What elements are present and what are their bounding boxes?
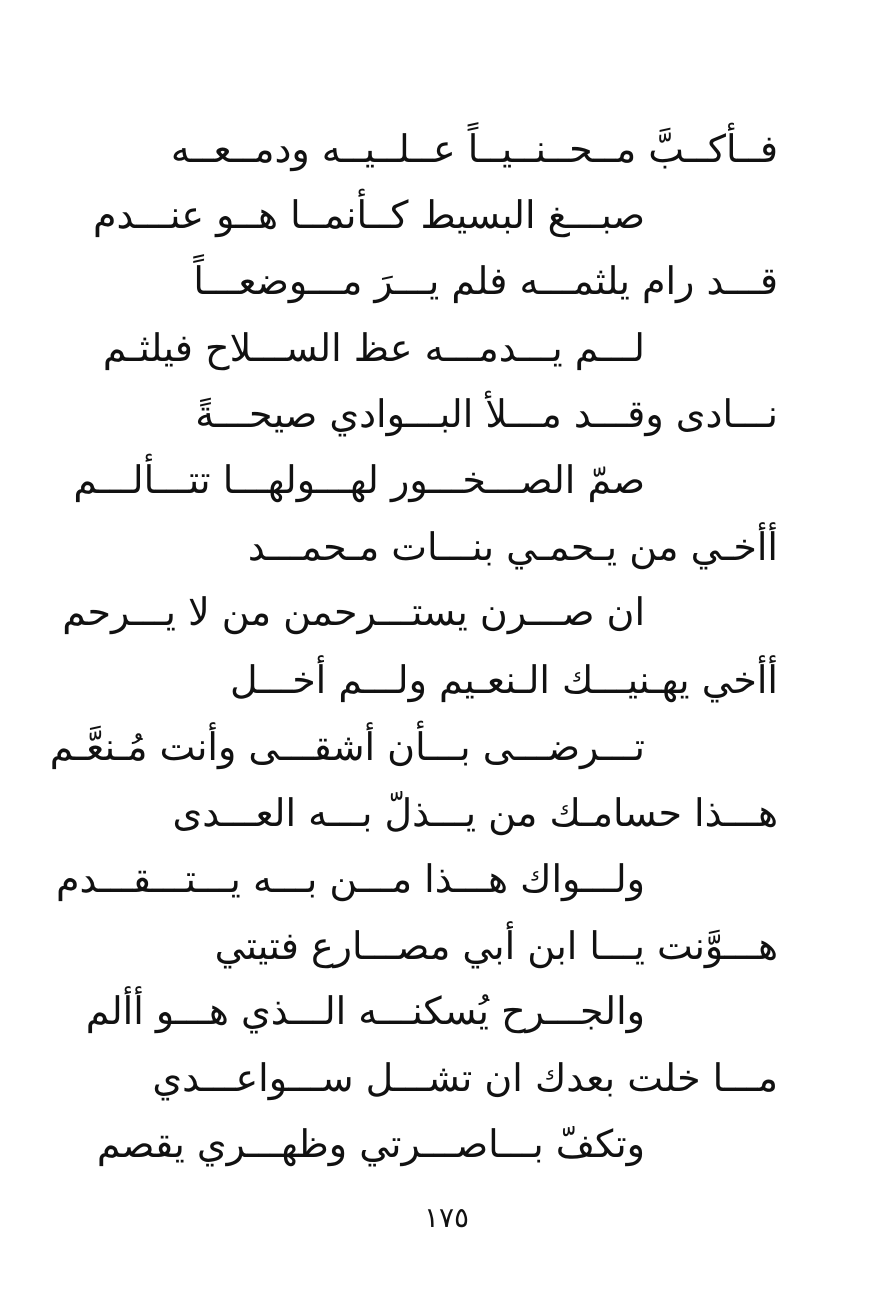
verse-line: ولـــواك هـــذا مـــن بـــه يـــتـــقـــدم	[55, 857, 645, 901]
verse-line: فــأكــبَّ مــحــنــيــاً عــلــيــه ودمــعــه	[170, 127, 778, 171]
verse-line: نـــادى وقـــد مـــلأ البـــوادي صيحـــةً	[195, 392, 778, 436]
verse-line: قـــد رام يلثمـــه فلم يـــرَ مـــوضعـــاً	[193, 259, 778, 303]
verse-line: والجـــرح يُسكنـــه الـــذي هـــو أألم	[85, 989, 645, 1033]
page-number: ١٧٥	[423, 1201, 470, 1234]
verse-line: أأخي يهـنيـــك الـنعـيم ولـــم أخـــل	[230, 658, 778, 702]
verse-line: هـــذا حسامـك من يـــذلّ بـــه العـــدى	[172, 791, 778, 835]
verse-line: أأخـي من يـحمـي بنـــات مـحمـــد	[247, 525, 778, 569]
verse-line: صبـــغ البسيط كــأنمــا هــو عنـــدم	[93, 193, 645, 237]
verse-line: وتكفّ بـــاصـــرتي وظهـــري يقصم	[96, 1122, 645, 1166]
verse-line: مـــا خلت بعدك ان تشـــل ســـواعـــدي	[152, 1056, 778, 1100]
verse-line: لـــم يـــدمـــه عظ الســـلاح فيلثـم	[102, 326, 645, 370]
verse-line: تـــرضـــى بـــأن أشقـــى وأنت مُـنعَّـم	[49, 725, 645, 769]
verse-line: هـــوَّنت يـــا ابن أبي مصـــارع فتيتي	[214, 924, 778, 968]
verse-line: ان صـــرن يستـــرحمن من لا يـــرحم	[62, 590, 645, 634]
verse-line: صمّ الصـــخـــور لهـــولهـــا تتـــألـــم	[73, 458, 645, 502]
